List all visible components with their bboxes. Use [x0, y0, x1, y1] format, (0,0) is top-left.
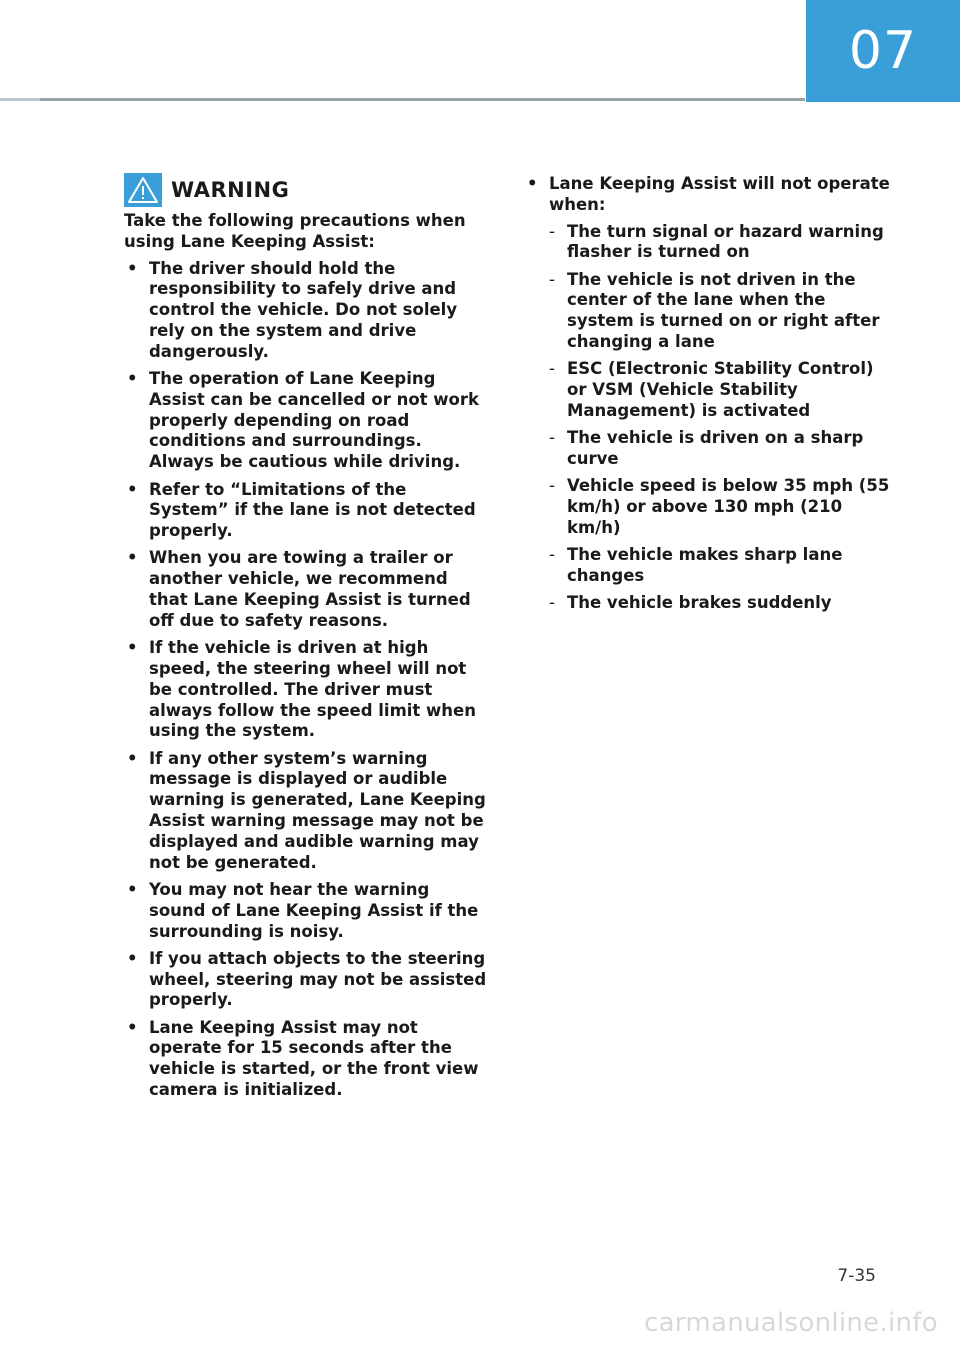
warning-item: • Lane Keeping Assist may not operate for 15 seconds after the vehicle is started, or the front view camera is initialized. — [124, 1018, 489, 1101]
operation-bullet — [524, 174, 894, 614]
header-rule-accent — [0, 98, 40, 101]
condition-list — [549, 222, 894, 615]
warning-item: • If the vehicle is driven at high speed, the steering wheel will not be controlled. The driver must always follow the speed limit when using the system. — [124, 638, 489, 742]
warning-item: • When you are towing a trailer or another vehicle, we recommend that Lane Keeping Assist is turned off due to safety reasons. — [124, 548, 489, 631]
warning-list — [124, 259, 489, 1101]
condition-item: - The vehicle makes sharp lane changes — [549, 545, 894, 587]
warning-section — [124, 172, 489, 1107]
warning-item: • If any other system’s warning message is displayed or audible warning is generated, Lane Keeping Assist warning message may not be displayed and audible warning may not be generated. — [124, 749, 489, 874]
operation-list — [524, 174, 894, 614]
watermark: carmanualsonline.info — [643, 1308, 938, 1338]
warning-item: • If you attach objects to the steering wheel, steering may not be assisted properly. — [124, 949, 489, 1011]
warning-title: WARNING — [171, 177, 290, 202]
warning-header — [124, 172, 489, 208]
page-number: 7-35 — [837, 1266, 876, 1286]
chapter-tab: 07 — [806, 0, 960, 102]
operation-bullet-text: Lane Keeping Assist will not operate when: — [549, 174, 890, 214]
warning-item: • Refer to “Limitations of the System” if the lane is not detected properly. — [124, 480, 489, 542]
condition-item: - Vehicle speed is below 35 mph (55 km/h) or above 130 mph (210 km/h) — [549, 476, 894, 538]
condition-item: - ESC (Electronic Stability Control) or VSM (Vehicle Stability Management) is activated — [549, 359, 894, 421]
warning-icon — [124, 173, 162, 207]
warning-item: • You may not hear the warning sound of Lane Keeping Assist if the surrounding is noisy. — [124, 880, 489, 942]
warning-item: • The driver should hold the responsibility to safely drive and control the vehicle. Do not solely rely on the system and drive dangerously. — [124, 259, 489, 363]
condition-item: - The turn signal or hazard warning flasher is turned on — [549, 222, 894, 264]
operation-conditions-section — [524, 174, 894, 621]
header-rule — [0, 98, 805, 101]
condition-item: - The vehicle brakes suddenly — [549, 593, 894, 614]
condition-item: - The vehicle is not driven in the center of the lane when the system is turned on or right after changing a lane — [549, 270, 894, 353]
condition-item: - The vehicle is driven on a sharp curve — [549, 428, 894, 470]
warning-intro: Take the following precautions when using Lane Keeping Assist: — [124, 211, 466, 251]
warning-item: • The operation of Lane Keeping Assist can be cancelled or not work properly depending on road conditions and surroundings. Always be cautious while driving. — [124, 369, 489, 473]
